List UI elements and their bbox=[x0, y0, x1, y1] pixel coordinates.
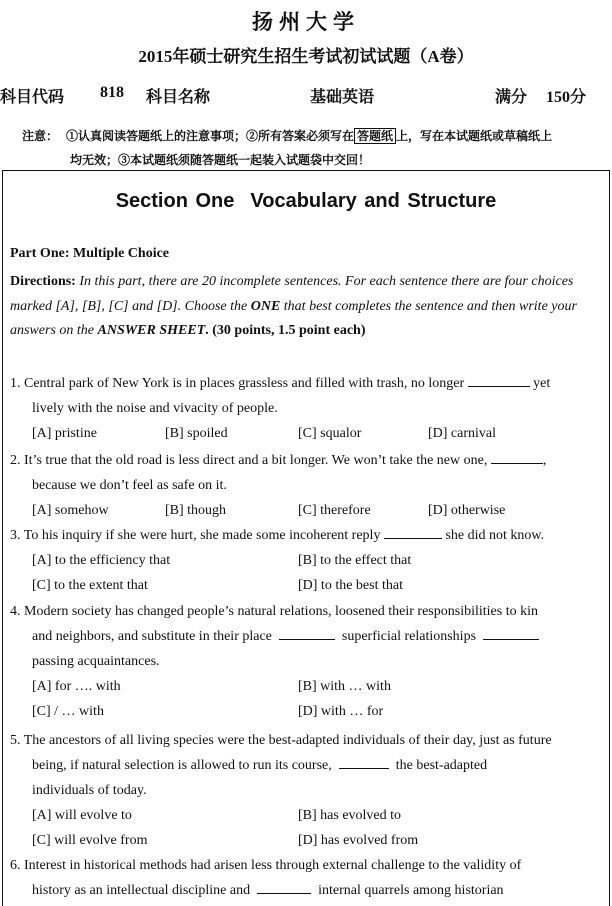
directions-answer-sheet: ANSWER SHEET bbox=[97, 323, 206, 338]
stem-text: the best-adapted bbox=[395, 758, 488, 773]
notice-text-2: 上，写在本试题纸或草稿纸上 bbox=[396, 129, 553, 143]
option-row bbox=[10, 498, 602, 523]
option-row bbox=[10, 548, 602, 573]
section-title bbox=[0, 190, 612, 213]
option-b: [B] with … with bbox=[298, 679, 391, 694]
question-stem bbox=[10, 371, 602, 396]
option-row bbox=[10, 421, 602, 446]
subject-info-row bbox=[0, 84, 612, 108]
subject-name: 基础英语 bbox=[310, 89, 375, 106]
stem-continuation bbox=[10, 878, 602, 903]
option-b: [B] though bbox=[165, 503, 227, 518]
directions-points: . (30 points, 1.5 point each) bbox=[205, 323, 366, 338]
directions-label: Directions: bbox=[10, 274, 76, 289]
university-name: 扬州大学 bbox=[252, 10, 360, 34]
option-c: [C] to the extent that bbox=[32, 578, 148, 593]
option-a: [A] somehow bbox=[32, 503, 109, 518]
answer-blank bbox=[339, 755, 389, 769]
question-6 bbox=[10, 853, 602, 903]
stem-text: internal quarrels among historian bbox=[318, 883, 504, 898]
option-b: [B] has evolved to bbox=[298, 808, 402, 823]
option-row bbox=[10, 699, 602, 724]
stem-continuation: individuals of today. bbox=[32, 783, 147, 798]
question-stem bbox=[10, 448, 602, 473]
stem-text: being, if natural selection is allowed to run its course, bbox=[32, 758, 332, 773]
directions-text-2: that best completes the sentence and then write your answers on the bbox=[10, 298, 577, 338]
question-5 bbox=[10, 728, 602, 853]
option-c: [C] squalor bbox=[298, 426, 362, 441]
subject-code: 818 bbox=[100, 84, 124, 101]
notice-boxed-term: 答题纸 bbox=[354, 128, 396, 144]
exam-notice bbox=[12, 124, 608, 172]
option-row bbox=[10, 573, 602, 598]
option-a: [A] pristine bbox=[32, 426, 97, 441]
notice-label: 注意： bbox=[22, 129, 59, 143]
notice-text-1: ①认真阅读答题纸上的注意事项；②所有答案必须写在 bbox=[66, 129, 355, 143]
exam-title: 2015年硕士研究生招生考试初试试题（A卷） bbox=[138, 47, 474, 66]
option-c: [C] therefore bbox=[298, 503, 371, 518]
option-c: [C] / … with bbox=[32, 704, 104, 719]
stem-text: 2. It’s true that the old road is less direct and a bit longer. We won’t take the new one, bbox=[10, 453, 488, 468]
stem-text: superficial relationships bbox=[341, 629, 477, 644]
option-d: [D] with … for bbox=[298, 704, 384, 719]
option-a: [A] to the efficiency that bbox=[32, 553, 171, 568]
option-b: [B] spoiled bbox=[165, 426, 228, 441]
question-stem: 6. Interest in historical methods had arisen less through external challenge to the validity of bbox=[10, 858, 522, 873]
option-row bbox=[10, 674, 602, 699]
option-b: [B] to the effect that bbox=[298, 553, 412, 568]
stem-text: history as an intellectual discipline and bbox=[32, 883, 251, 898]
stem-continuation bbox=[10, 624, 602, 649]
question-4 bbox=[10, 599, 602, 724]
option-a: [A] for …. with bbox=[32, 679, 121, 694]
answer-blank bbox=[468, 373, 530, 387]
option-c: [C] will evolve from bbox=[32, 833, 148, 848]
stem-text: 1. Central park of New York is in places grassless and filled with trash, no longer bbox=[10, 376, 465, 391]
option-row bbox=[10, 803, 602, 828]
option-d: [D] carnival bbox=[428, 426, 497, 441]
stem-text: 3. To his inquiry if she were hurt, she made some incoherent reply bbox=[10, 528, 381, 543]
part-title: Part One: Multiple Choice bbox=[10, 246, 170, 261]
answer-blank bbox=[384, 525, 442, 539]
option-d: [D] otherwise bbox=[428, 503, 506, 518]
question-1 bbox=[10, 371, 602, 446]
stem-text: and neighbors, and substitute in their place bbox=[32, 629, 272, 644]
question-stem: 4. Modern society has changed people’s natural relations, loosened their responsibilities to kin bbox=[10, 604, 538, 619]
stem-text: she did not know. bbox=[445, 528, 545, 543]
subject-code-label: 科目代码 bbox=[0, 89, 65, 106]
section-title-b: Vocabulary and Structure bbox=[250, 190, 497, 212]
question-2 bbox=[10, 448, 602, 523]
stem-continuation: because we don’t feel as safe on it. bbox=[32, 478, 227, 493]
answer-blank bbox=[483, 626, 539, 640]
answer-blank bbox=[279, 626, 335, 640]
stem-continuation: lively with the noise and vivacity of people. bbox=[32, 401, 278, 416]
stem-continuation: passing acquaintances. bbox=[32, 654, 160, 669]
stem-continuation bbox=[10, 753, 602, 778]
full-marks: 150分 bbox=[546, 89, 587, 106]
option-a: [A] will evolve to bbox=[32, 808, 132, 823]
option-d: [D] to the best that bbox=[298, 578, 403, 593]
notice-text-3: 均无效；③本试题纸须随答题纸一起装入试题袋中交回！ bbox=[70, 153, 371, 167]
question-3 bbox=[10, 523, 602, 598]
section-title-a: Section One bbox=[115, 190, 235, 212]
answer-blank bbox=[257, 880, 311, 894]
answer-blank bbox=[491, 450, 543, 464]
option-d: [D] has evolved from bbox=[298, 833, 419, 848]
question-stem: 5. The ancestors of all living species were the best-adapted individuals of their day, just as future bbox=[10, 733, 552, 748]
subject-name-label: 科目名称 bbox=[146, 89, 211, 106]
stem-text: yet bbox=[533, 376, 551, 391]
directions-text-1: In this part, there are 20 incomplete sentences. For each sentence there are four choices marked [A], [B], [C] and [D]. Choose the bbox=[10, 274, 574, 314]
option-row bbox=[10, 828, 602, 853]
full-marks-label: 满分 bbox=[495, 89, 528, 106]
stem-text: , bbox=[542, 453, 547, 468]
question-stem bbox=[10, 523, 602, 548]
directions-one: ONE bbox=[250, 298, 281, 314]
directions bbox=[10, 270, 600, 344]
